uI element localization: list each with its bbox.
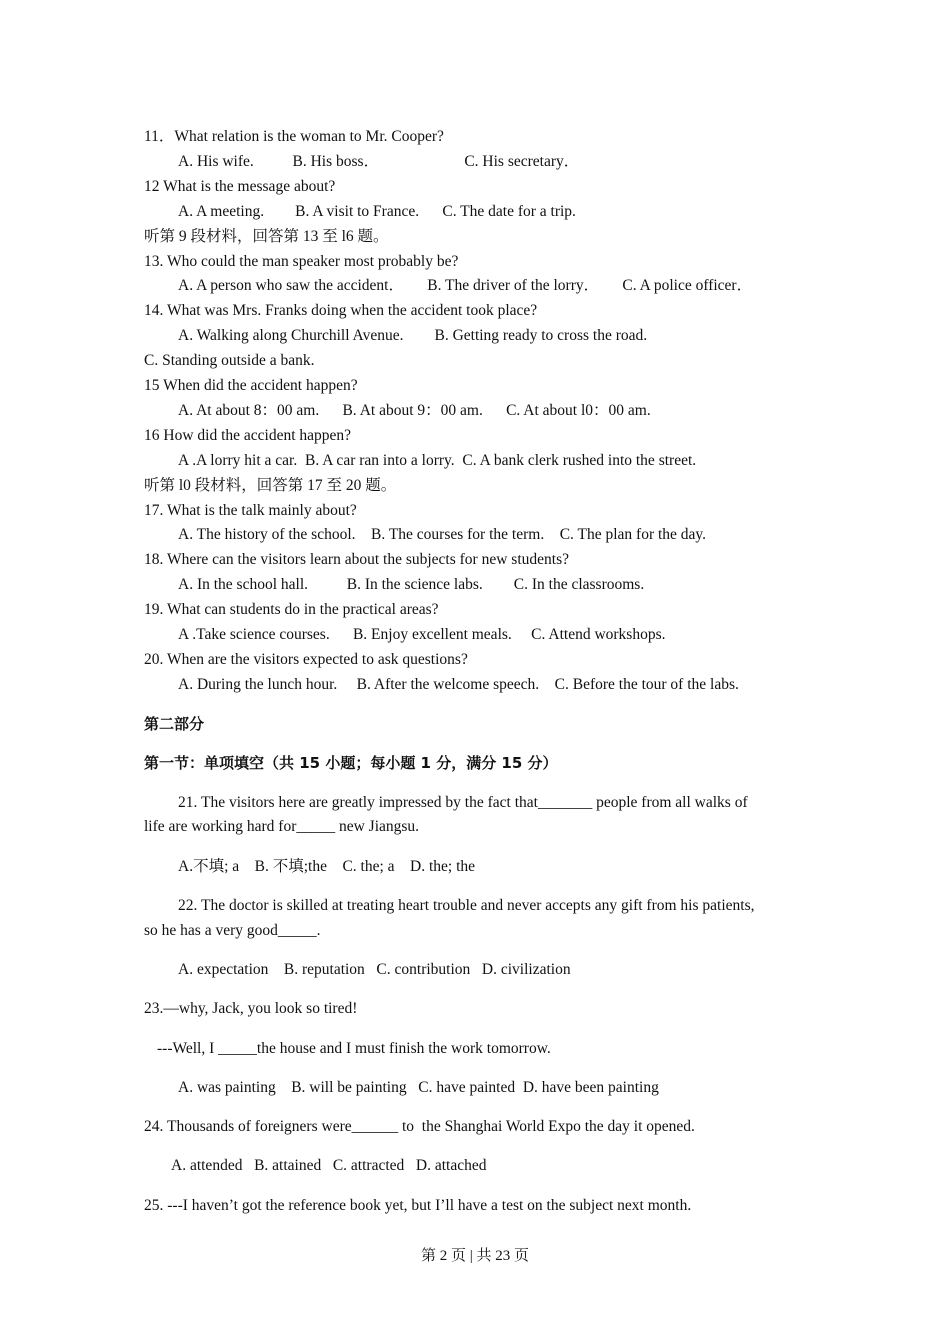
question-25: 25. ---I haven’t got the reference book yet, but I’ll have a test on the subject next month.: [144, 1197, 692, 1214]
question-12: 12 What is the message about?: [144, 178, 336, 195]
options-19: A .Take science courses. B. Enjoy excellent meals. C. Attend workshops.: [178, 626, 666, 643]
question-19: 19. What can students do in the practical areas?: [144, 601, 439, 618]
section-instruction-10: 听第 l0 段材料，回答第 17 至 20 题。: [144, 477, 397, 494]
question-21-cont: life are working hard for_____ new Jiangsu.: [144, 818, 420, 835]
options-11: A. His wife. B. His boss． C. His secretary．: [178, 153, 580, 170]
options-13: A. A person who saw the accident． B. The driver of the lorry． C. A police officer．: [178, 277, 753, 294]
page-footer: 第 2 页 | 共 23 页: [420, 1248, 529, 1264]
section-instruction-9: 听第 9 段材料，回答第 13 至 l6 题。: [144, 228, 389, 245]
question-20: 20. When are the visitors expected to ask questions?: [144, 651, 468, 668]
options-18: A. In the school hall. B. In the science labs. C. In the classrooms.: [178, 576, 645, 593]
options-24: A. attended B. attained C. attracted D. attached: [171, 1157, 487, 1174]
question-13: 13. Who could the man speaker most probably be?: [144, 253, 459, 270]
question-14: 14. What was Mrs. Franks doing when the accident took place?: [144, 302, 538, 319]
question-16: 16 How did the accident happen?: [144, 427, 352, 444]
options-17: A. The history of the school. B. The courses for the term. C. The plan for the day.: [178, 526, 707, 543]
options-12: A. A meeting. B. A visit to France. C. The date for a trip.: [178, 203, 576, 220]
question-24: 24. Thousands of foreigners were______ to the Shanghai World Expo the day it opened.: [144, 1118, 695, 1135]
options-14: A. Walking along Churchill Avenue. B. Getting ready to cross the road.: [178, 327, 648, 344]
options-16: A .A lorry hit a car. B. A car ran into a lorry. C. A bank clerk rushed into the street.: [178, 452, 697, 469]
part-two-heading: 第二部分: [144, 715, 205, 733]
options-20: A. During the lunch hour. B. After the welcome speech. C. Before the tour of the labs.: [178, 676, 739, 693]
options-22: A. expectation B. reputation C. contribution D. civilization: [178, 961, 571, 978]
options-21: A.不填; a B. 不填;the C. the; a D. the; the: [178, 858, 476, 875]
question-22-cont: so he has a very good_____.: [144, 922, 321, 939]
question-15: 15 When did the accident happen?: [144, 377, 358, 394]
options-15: A. At about 8：00 am. B. At about 9：00 am. C. At about l0：00 am.: [178, 402, 651, 419]
question-23-reply: ---Well, I _____the house and I must finish the work tomorrow.: [157, 1040, 551, 1057]
section-one-heading: 第一节：单项填空（共 15 小题；每小题 1 分，满分 15 分）: [144, 754, 558, 772]
options-23: A. was painting B. will be painting C. have painted D. have been painting: [178, 1079, 659, 1096]
question-22: 22. The doctor is skilled at treating heart trouble and never accepts any gift from his patients,: [178, 897, 755, 914]
question-18: 18. Where can the visitors learn about the subjects for new students?: [144, 551, 569, 568]
options-14-c: C. Standing outside a bank.: [144, 352, 315, 369]
question-21: 21. The visitors here are greatly impressed by the fact that_______ people from all walks of: [178, 794, 748, 811]
question-17: 17. What is the talk mainly about?: [144, 502, 357, 519]
question-23: 23.—why, Jack, you look so tired!: [144, 1000, 358, 1017]
question-11: 11．What relation is the woman to Mr. Cooper?: [144, 128, 444, 145]
